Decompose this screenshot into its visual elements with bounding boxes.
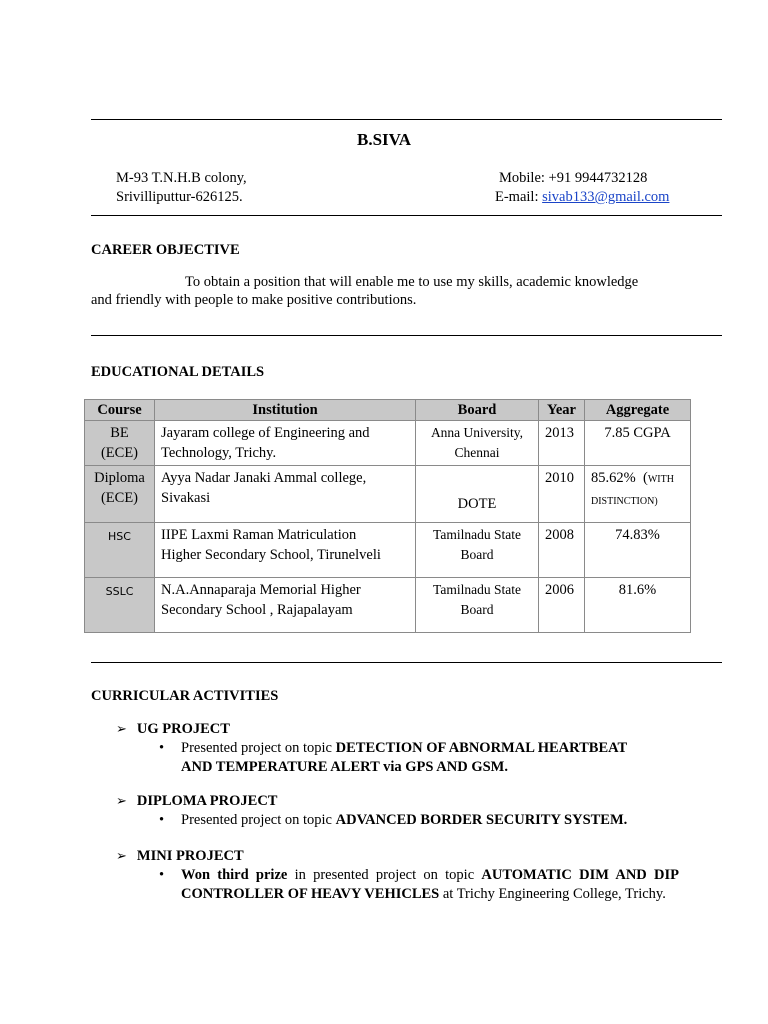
- career-objective-text: [91, 273, 722, 309]
- career-objective-line-1: To obtain a position that will enable me to use my skills, academic knowledge: [185, 274, 639, 290]
- column-header-aggregate: Aggregate: [585, 400, 691, 421]
- objective-rule: [91, 335, 722, 336]
- email-row: [495, 189, 669, 206]
- bullet-icon: •: [159, 812, 165, 828]
- aggregate-cell: 7.85 CGPA: [585, 421, 691, 466]
- course-cell: SSLC: [85, 578, 155, 633]
- mobile-number: Mobile: +91 9944732128: [499, 170, 648, 186]
- bullet-icon: •: [159, 867, 165, 883]
- course-cell: HSC: [85, 523, 155, 578]
- career-objective-heading: CAREER OBJECTIVE: [91, 242, 240, 258]
- top-rule: [91, 119, 722, 120]
- board-cell: Anna University, Chennai: [416, 421, 539, 466]
- year-cell: 2010: [539, 466, 585, 523]
- ug-project-bullet: • Presented project on topic DETECTION OF ABNORMAL HEARTBEAT AND TEMPERATURE ALERT via GPS AND GSM.: [159, 740, 628, 775]
- mini-project-title: ➢ MINI PROJECT: [116, 848, 244, 864]
- column-header-course: Course: [85, 400, 155, 421]
- education-table: [84, 399, 691, 633]
- arrow-bullet-icon: ➢: [116, 849, 127, 864]
- candidate-name: B.SIVA: [356, 130, 412, 149]
- year-cell: 2008: [539, 523, 585, 578]
- email-link[interactable]: sivab133@gmail.com: [542, 189, 670, 205]
- aggregate-cell: 81.6%: [585, 578, 691, 633]
- header-rule: [91, 215, 722, 216]
- email-label: E-mail:: [495, 189, 543, 205]
- table-row: [85, 421, 691, 466]
- table-row: [85, 466, 691, 523]
- aggregate-cell: 74.83%: [585, 523, 691, 578]
- column-header-institution: Institution: [155, 400, 416, 421]
- aggregate-cell: 85.62% (WITH DISTINCTION): [585, 466, 691, 523]
- table-row: [85, 578, 691, 633]
- column-header-year: Year: [539, 400, 585, 421]
- address-line-1: M-93 T.N.H.B colony,: [116, 170, 247, 186]
- year-cell: 2013: [539, 421, 585, 466]
- board-cell: Tamilnadu State Board: [416, 523, 539, 578]
- board-cell: DOTE: [416, 466, 539, 523]
- course-cell: BE (ECE): [85, 421, 155, 466]
- arrow-bullet-icon: ➢: [116, 722, 127, 737]
- career-objective-line-2: and friendly with people to make positive contributions.: [91, 292, 417, 308]
- address-line-2: Srivilliputtur-626125.: [116, 189, 243, 205]
- curricular-activities-heading: CURRICULAR ACTIVITIES: [91, 688, 279, 704]
- educational-details-heading: EDUCATIONAL DETAILS: [91, 364, 265, 380]
- arrow-bullet-icon: ➢: [116, 794, 127, 809]
- diploma-project-title: ➢ DIPLOMA PROJECT: [116, 793, 278, 809]
- institution-cell: Ayya Nadar Janaki Ammal college, Sivakasi: [155, 466, 416, 523]
- institution-cell: Jayaram college of Engineering and Technology, Trichy.: [155, 421, 416, 466]
- bullet-icon: •: [159, 740, 165, 756]
- board-cell: Tamilnadu State Board: [416, 578, 539, 633]
- diploma-project-bullet: • Presented project on topic ADVANCED BORDER SECURITY SYSTEM.: [159, 812, 628, 828]
- course-cell: Diploma (ECE): [85, 466, 155, 523]
- column-header-board: Board: [416, 400, 539, 421]
- education-rule: [91, 662, 722, 663]
- table-row: [85, 523, 691, 578]
- year-cell: 2006: [539, 578, 585, 633]
- ug-project-title: ➢ UG PROJECT: [116, 721, 230, 737]
- institution-cell: N.A.Annaparaja Memorial Higher Secondary School , Rajapalayam: [155, 578, 416, 633]
- institution-cell: IIPE Laxmi Raman Matriculation Higher Secondary School, Tirunelveli: [155, 523, 416, 578]
- mini-project-bullet: • Won third prize in presented project on topic AUTOMATIC DIM AND DIP CONTROLLER OF HEAVY VEHICLES at Trichy Engineering College, Trichy.: [159, 867, 679, 902]
